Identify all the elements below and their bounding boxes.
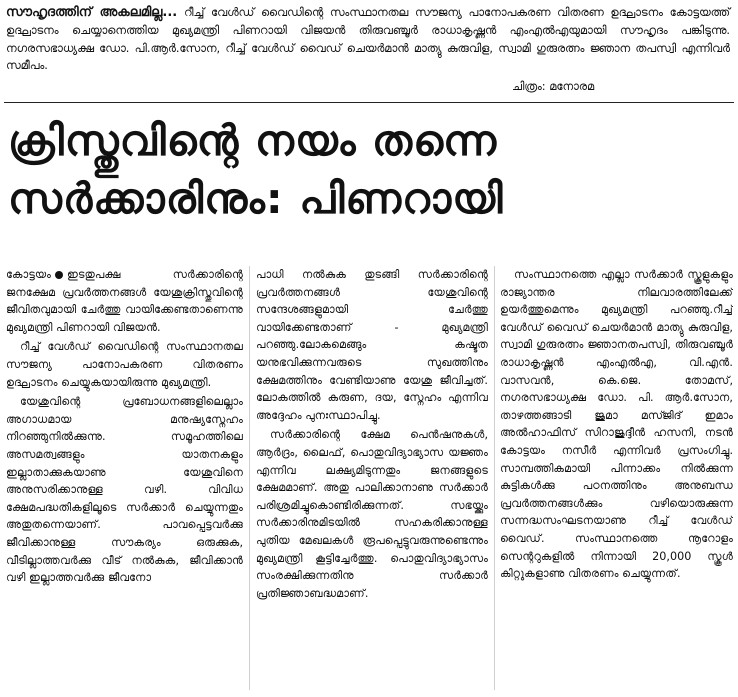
article-column-1 [6,266,243,694]
paragraph-text: ഇടതുപക്ഷ സർക്കാരിന്റെ ജനക്ഷേമ പ്രവർത്തനങ്ങൾ യേശുക്രിസ്തുവിന്റെ ജീവിതവുമായി ചേർത്തു വായിക്കേണ്ടതാണെന്നു മുഖ്യമന്ത്രി പിണറായി വിജയൻ. [6,268,243,334]
article-column-2 [256,266,488,694]
article-paragraph [6,266,243,336]
bullet-icon [55,271,63,279]
headline-line-1: ക്രിസ്തുവിന്റെ നയം തന്നെ [8,116,498,165]
column-divider [249,266,250,690]
dateline: കോട്ടയം [6,268,51,281]
article-paragraph: യേശുവിന്റെ പ്രബോധനങ്ങളിലെല്ലാം അഗാധമായ മനുഷ്യസ്നേഹം നിറഞ്ഞുനിൽക്കുന്നു. സമൂഹത്തിലെ അസമത്വങ്ങളും യാതനകളും ഇല്ലാതാക്കുകയാണു യേശുവിനെ അനുസരിക്കാനുള്ള വഴി. വിവിധ ക്ഷേമപദ്ധതികളിലൂടെ സർക്കാർ ചെയ്യുന്നതും അതുതന്നെയാണ്. പാവപ്പെട്ടവർക്കു ജീവിക്കാനുള്ള സൗകര്യം ഒരുക്കുക, വീടില്ലാത്തവർക്കു വീട് നൽകുക, ജീവിക്കാൻ വഴി ഇല്ലാത്തവർക്കു ജീവനോ [6,395,243,585]
article-paragraph: പാധി നൽകുക തുടങ്ങി സർക്കാരിന്റെ പ്രവർത്തനങ്ങൾ യേശുവിന്റെ സന്ദേശങ്ങളുമായി ചേർത്തു വായിക്കേണ്ടതാണ് - മുഖ്യമന്ത്രി പറഞ്ഞു.ലോകമെങ്ങും കഷ്ടത യനുഭവിക്കുന്നവരുടെ സുഖത്തിനും ക്ഷേമത്തിനും വേണ്ടിയാണു യേശു ജീവിച്ചത്. ലോകത്തിൽ കരുണ, ദയ, സ്നേഹം എന്നിവ അദ്ദേഹം പുനഃസ്ഥാപിച്ചു. [256,268,488,422]
caption-body: റീച്ച് വേൾഡ് വൈഡിന്റെ സംസ്ഥാനതല സൗജന്യ പാനോപകരണ വിതരണ ഉദ്ഘാടനം കോട്ടയത്ത് ഉദ്ഘാടനം ചെയ്യാനെത്തിയ മുഖ്യമന്ത്രി പിണറായി വിജയൻ തിരുവഞ്ചൂർ രാധാകൃഷ്ണൻ എംഎൽഎയുമായി സൗഹൃദം പങ്കിടുന്നു. നഗരസഭാധ്യക്ഷ ഡോ. പി.ആർ.സോന, റീച്ച് വേൾഡ് വൈഡ് ചെയർമാൻ മാത്യു കുരുവിള, സ്വാമി ഗുരുരത്നം ജ്ഞാന തപസ്വി എന്നിവർ സമീപം. [6,5,730,73]
article-paragraph: റീച്ച് വേൾഡ് വൈഡിന്റെ സംസ്ഥാനതല സൗജന്യ പാനോപകരണ വിതരണം ഉദ്ഘാടനം ചെയ്യുകയായിരുന്നു മുഖ്യമന്ത്രി. [6,340,243,389]
caption-lead: സൗഹൃദത്തിന് അകലമില്ല... [6,5,178,20]
article-paragraph: സർക്കാരിന്റെ ക്ഷേമ പെൻഷനുകൾ, ആർദ്രം, ലൈഫ്, പൊതുവിദ്യാഭ്യാസ യജ്ഞം എന്നിവ ലക്ഷ്യമിടുന്നതും ജനങ്ങളുടെ ക്ഷേമമാണ്. അതു പാലിക്കാനാണു സർക്കാർ പരിശ്രമിച്ചുകൊണ്ടിരിക്കുന്നത്. സഭയ്ക്കും സർക്കാരിനുമിടയിൽ സഹകരിക്കാനുള്ള പുതിയ മേഖലകൾ രൂപപ്പെട്ടുവരുന്നുണ്ടെന്നും മുഖ്യമന്ത്രി കൂട്ടിച്ചേർത്തു. പൊതുവിദ്യാഭ്യാസം സംരക്ഷിക്കുന്നതിനു സർക്കാർ പ്രതിജ്ഞാബദ്ധമാണ്. [256,428,488,600]
headline [8,112,732,228]
headline-line-2: സർക്കാരിനും: പിണറായി [8,174,504,223]
article-paragraph: സംസ്ഥാനത്തെ എല്ലാ സർക്കാർ സ്കൂളുകളും രാജ്യാന്തര നിലവാരത്തിലേക്ക് ഉയർത്തുമെന്നും മുഖ്യമന്ത്രി പറഞ്ഞു.റീച്ച് വേൾഡ് വൈഡ് ചെയർമാൻ മാത്യു കുരുവിള, സ്വാമി ഗുരുരത്നം ജ്ഞാനതപസ്വി, തിരുവഞ്ചൂർ രാധാകൃഷ്ണൻ എംഎൽഎ, വി.എൻ. വാസവൻ, കെ.ജെ. തോമസ്, നഗരസഭാധ്യക്ഷ ഡോ. പി. ആർ.സോന, താഴത്തങ്ങാടി ജുമാ മസ്ജിദ് ഇമാം അൽഹാഫിസ് സിറാജുദ്ദീൻ ഹസനി, നടൻ കോട്ടയം നസീർ എന്നിവർ പ്രസംഗിച്ചു. സാമ്പത്തികമായി പിന്നാക്കം നിൽക്കുന്ന കുട്ടികൾക്കു പഠനത്തിനും അനുബന്ധ പ്രവർത്തനങ്ങൾക്കും വഴിയൊരുക്കുന്ന സന്നദ്ധസംഘടനയാണു റീച്ച് വേൾഡ് വൈഡ്. സംസ്ഥാനത്തെ നൂറോളം സെന്ററുകളിൽ നിന്നായി 20,000 സ്കൂൾ കിറ്റുകളാണു വിതരണം ചെയ്യുന്നത്. [500,268,733,581]
photo-credit: ചിത്രം: മനോരമ [512,79,595,93]
caption-divider [4,102,734,103]
article-column-3 [500,266,733,694]
photo-caption [6,4,730,75]
column-divider [494,266,495,690]
